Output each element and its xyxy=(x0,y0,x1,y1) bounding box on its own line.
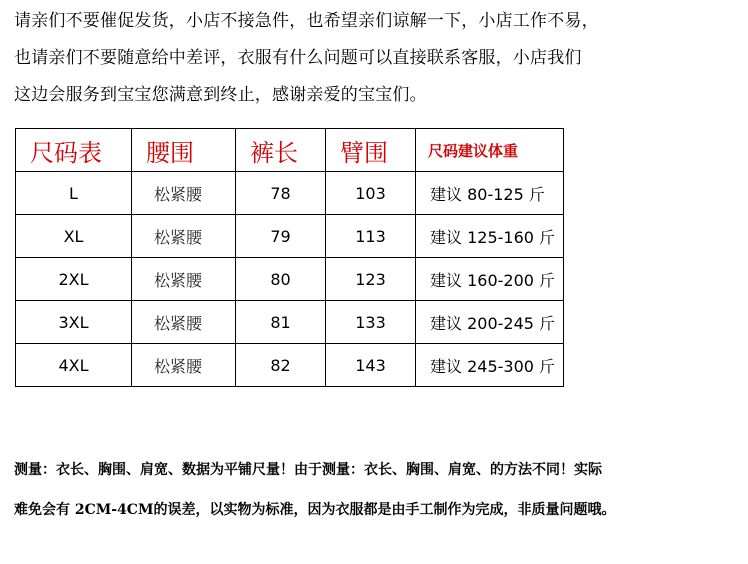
hip-cell: 133 xyxy=(326,301,416,344)
weight-cell: 建议 200-245 斤 xyxy=(416,301,564,344)
hip-cell: 143 xyxy=(326,344,416,387)
length-cell: 79 xyxy=(236,215,326,258)
table-row xyxy=(16,344,564,387)
weight-cell: 建议 80-125 斤 xyxy=(416,172,564,215)
waist-cell: 松紧腰 xyxy=(132,215,236,258)
size-chart-table xyxy=(15,128,564,387)
header-size-chart: 尺码表 xyxy=(16,129,132,172)
intro-line: 也请亲们不要随意给中差评，衣服有什么问题可以直接联系客服，小店我们 xyxy=(14,48,582,68)
size-cell: 4XL xyxy=(16,344,132,387)
size-cell: 3XL xyxy=(16,301,132,344)
length-cell: 82 xyxy=(236,344,326,387)
table-header-row xyxy=(16,129,564,172)
header-recommended-weight: 尺码建议体重 xyxy=(416,129,564,172)
hip-cell: 103 xyxy=(326,172,416,215)
hip-cell: 123 xyxy=(326,258,416,301)
header-waist: 腰围 xyxy=(132,129,236,172)
table-row xyxy=(16,301,564,344)
weight-cell: 建议 125-160 斤 xyxy=(416,215,564,258)
length-cell: 80 xyxy=(236,258,326,301)
waist-cell: 松紧腰 xyxy=(132,344,236,387)
note-line: 测量：衣长、胸围、肩宽、数据为平铺尺量！由于测量：衣长、胸围、肩宽、的方法不同！实际 xyxy=(14,462,602,478)
intro-line: 请亲们不要催促发货，小店不接急件，也希望亲们谅解一下，小店工作不易， xyxy=(14,11,599,31)
header-hip: 臂围 xyxy=(326,129,416,172)
table-row xyxy=(16,258,564,301)
waist-cell: 松紧腰 xyxy=(132,301,236,344)
size-cell: XL xyxy=(16,215,132,258)
measurement-note xyxy=(14,455,744,535)
hip-cell: 113 xyxy=(326,215,416,258)
length-cell: 78 xyxy=(236,172,326,215)
length-cell: 81 xyxy=(236,301,326,344)
waist-cell: 松紧腰 xyxy=(132,172,236,215)
weight-cell: 建议 245-300 斤 xyxy=(416,344,564,387)
header-pant-length: 裤长 xyxy=(236,129,326,172)
weight-cell: 建议 160-200 斤 xyxy=(416,258,564,301)
note-line: 难免会有 2CM-4CM的误差，以实物为标准，因为衣服都是由手工制作为完成，非质量问题哦。 xyxy=(14,502,616,518)
intro-text xyxy=(14,6,744,117)
size-cell: L xyxy=(16,172,132,215)
size-cell: 2XL xyxy=(16,258,132,301)
table-row xyxy=(16,172,564,215)
table-row xyxy=(16,215,564,258)
intro-line: 这边会服务到宝宝您满意到终止，感谢亲爱的宝宝们。 xyxy=(14,85,427,105)
waist-cell: 松紧腰 xyxy=(132,258,236,301)
